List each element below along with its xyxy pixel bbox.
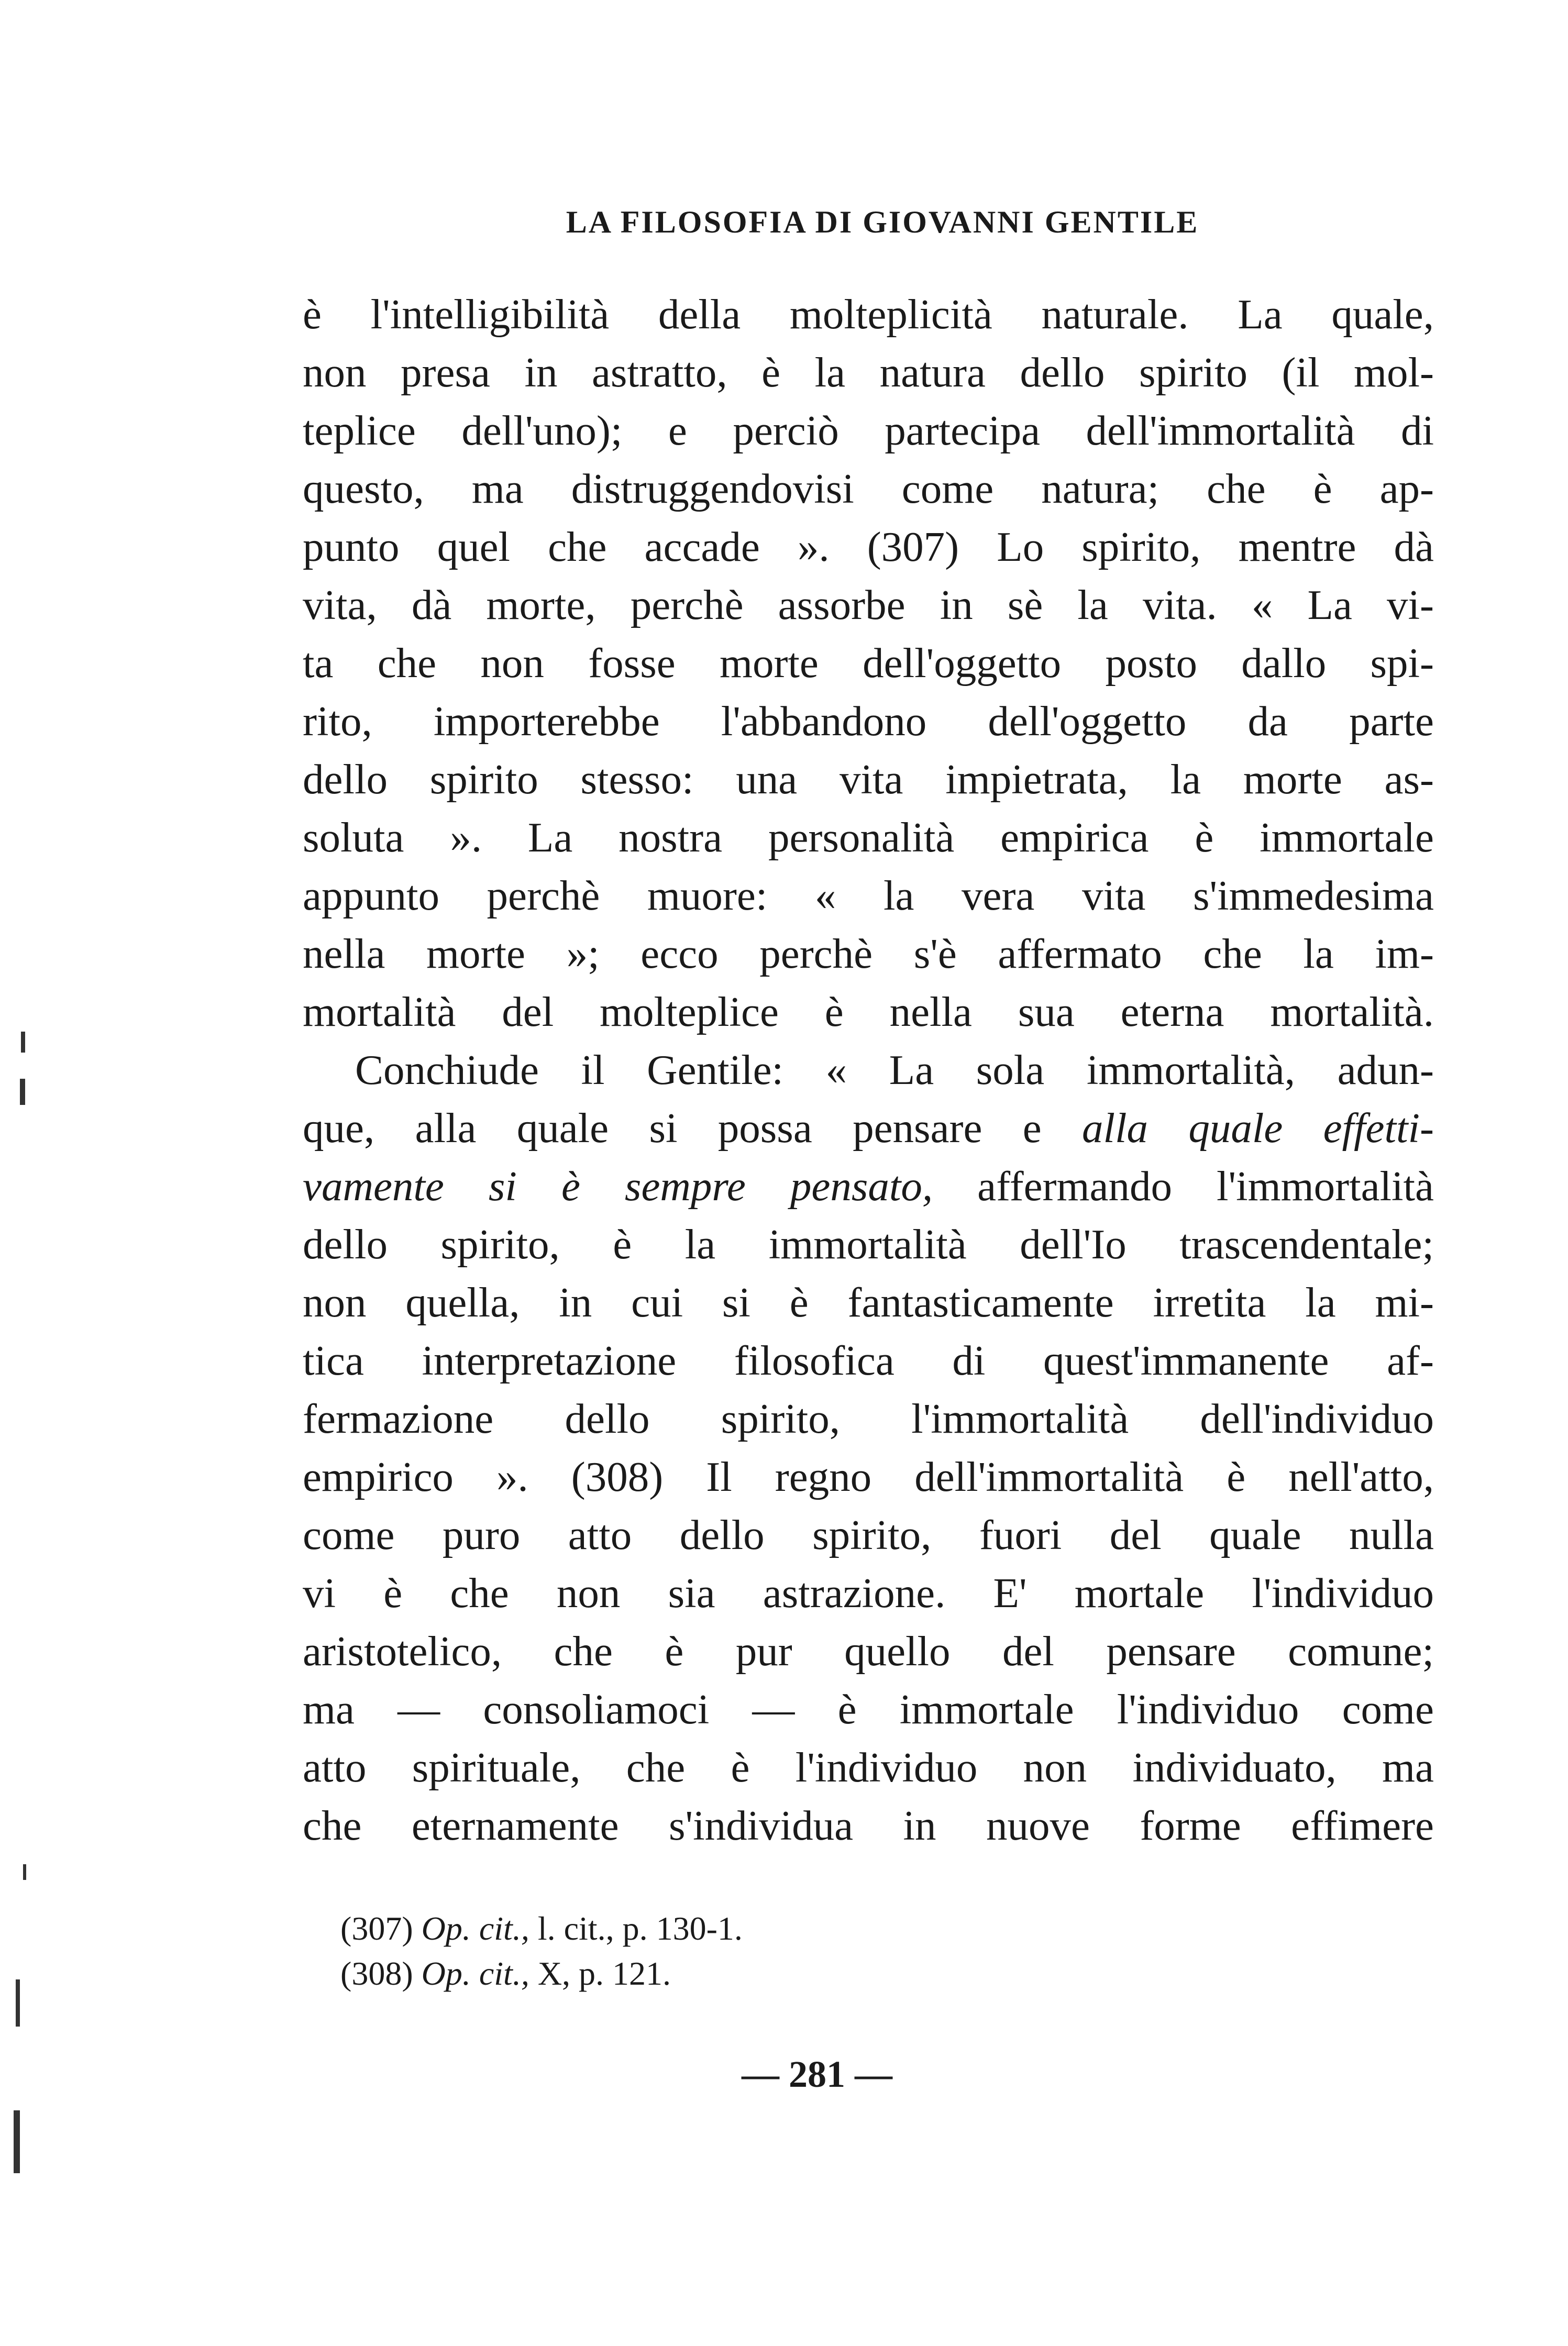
text-line: dello spirito, è la immortalità dell'Io trascendentale; (303, 1221, 1434, 1268)
text-line: ma — consoliamoci — è immortale l'individuo come (303, 1686, 1434, 1733)
text-line: non quella, in cui si è fantasticamente irretita la mi- (303, 1279, 1434, 1326)
footnote-ref: Op. cit., (421, 1910, 529, 1947)
text-line: punto quel che accade ». (307) Lo spirito, mentre dà (303, 523, 1434, 570)
footnote-number: (308) (340, 1955, 413, 1992)
text-line: non presa in astratto, è la natura dello spirito (il mol- (303, 349, 1434, 396)
text-line: nella morte »; ecco perchè s'è affermato che la im- (303, 930, 1434, 977)
footnote (340, 1906, 1021, 1951)
text-line: ta che non fosse morte dell'oggetto posto dallo spi- (303, 639, 1434, 687)
text-line: come puro atto dello spirito, fuori del quale nulla (303, 1511, 1434, 1558)
footnote-ref: Op. cit., (421, 1955, 529, 1992)
scan-margin-marks (0, 0, 63, 2346)
text-line: appunto perchè muore: « la vera vita s'immedesima (303, 872, 1434, 919)
text-line: tica interpretazione filosofica di quest'immanente af- (303, 1337, 1434, 1384)
body-text (303, 285, 1434, 1855)
text-line: Conchiude il Gentile: « La sola immortalità, adun- (355, 1046, 1434, 1093)
text-line: vi è che non sia astrazione. E' mortale l'individuo (303, 1569, 1434, 1617)
scan-speck (20, 1079, 25, 1105)
text-line: vita, dà morte, perchè assorbe in sè la vita. « La vi- (303, 581, 1434, 628)
text-line: dello spirito stesso: una vita impietrata, la morte as- (303, 756, 1434, 803)
scan-speck (21, 1032, 25, 1053)
footnote-text: X, p. 121. (537, 1955, 671, 1992)
text-line: aristotelico, che è pur quello del pensare comune; (303, 1628, 1434, 1675)
text-line: empirico ». (308) Il regno dell'immortalità è nell'atto, (303, 1453, 1434, 1500)
text-line: soluta ». La nostra personalità empirica è immortale (303, 814, 1434, 861)
text-line (303, 1099, 1434, 1157)
scan-speck (16, 1979, 20, 2027)
page-number: — 281 — (742, 2053, 892, 2095)
text-line (303, 1157, 1434, 1215)
text-line: rito, importerebbe l'abbandono dell'oggetto da parte (303, 698, 1434, 745)
text-line: è l'intelligibilità della molteplicità naturale. La quale, (303, 291, 1434, 338)
text-line: questo, ma distruggendovisi come natura; che è ap- (303, 465, 1434, 512)
text-line: che eternamente s'individua in nuove forme effimere (303, 1802, 1434, 1849)
text-segment: que, alla quale si possa pensare e (303, 1104, 1042, 1152)
scan-speck (23, 1864, 26, 1880)
text-line: fermazione dello spirito, l'immortalità dell'individuo (303, 1395, 1434, 1442)
footnote-text: l. cit., p. 130-1. (537, 1910, 743, 1947)
running-title: LA FILOSOFIA DI GIOVANNI GENTILE (566, 205, 1199, 239)
text-line: atto spirituale, che è l'individuo non individuato, ma (303, 1744, 1434, 1791)
text-line: teplice dell'uno); e perciò partecipa dell'immortalità di (303, 407, 1434, 454)
italic-segment: vamente si è sempre pensato, (303, 1163, 933, 1210)
footnote (340, 1951, 1021, 1996)
text-segment: affermando l'immortalità (977, 1163, 1434, 1210)
footnotes (340, 1906, 1021, 1996)
scan-speck (14, 2110, 20, 2173)
italic-segment: alla quale effetti- (1082, 1104, 1434, 1152)
footnote-number: (307) (340, 1910, 413, 1947)
text-line: mortalità del molteplice è nella sua eterna mortalità. (303, 988, 1434, 1035)
